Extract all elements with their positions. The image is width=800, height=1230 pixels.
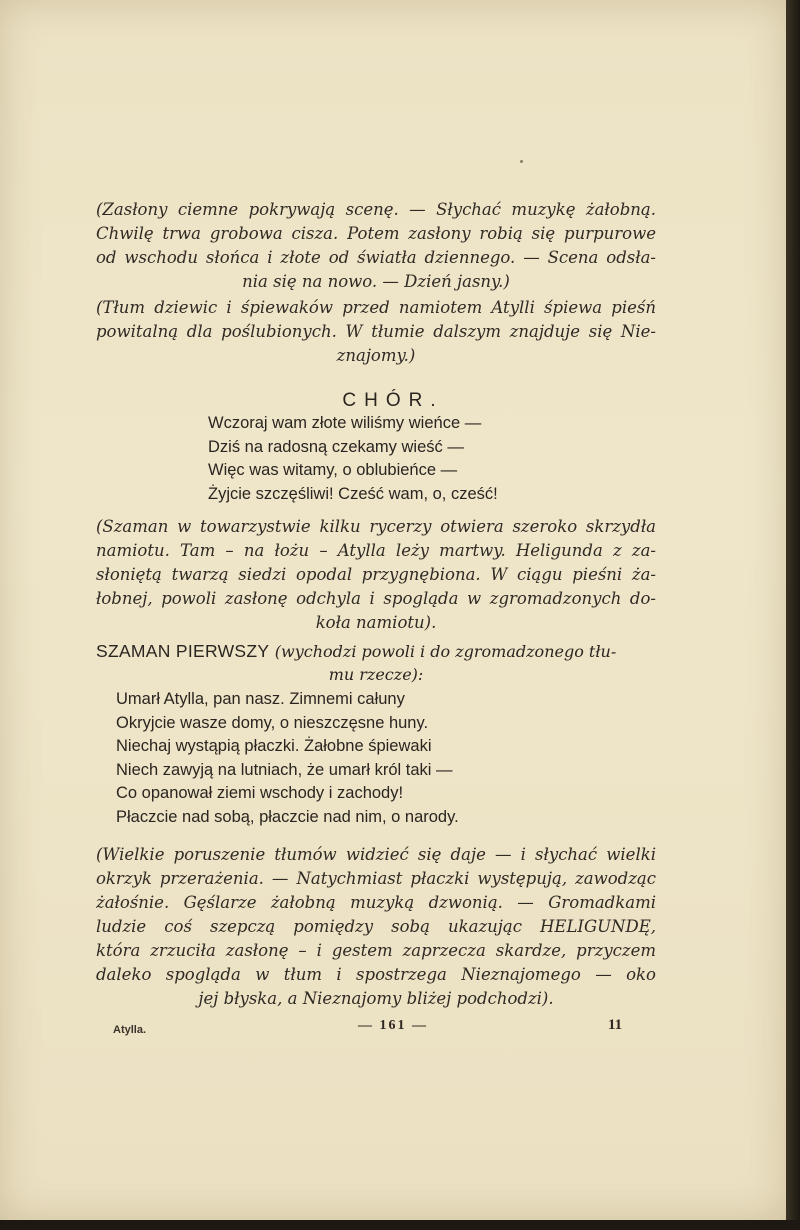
chorus-heading: CHÓR. — [342, 390, 444, 411]
stage-line: koła namiotu). — [315, 613, 437, 632]
page-edge-shadow — [786, 0, 800, 1230]
stage-line: łobnej, powoli zasłonę odchyla i spogląda w zgromadzonych do- — [96, 589, 656, 608]
speaker-line — [96, 639, 656, 664]
chorus-verse — [208, 412, 498, 506]
stage-line: powitalną dla poślubionych. W tłumie dalszym znajduje się Nie- — [96, 322, 656, 341]
stage-line: (Szaman w towarzystwie kilku rycerzy otwiera szeroko skrzydła — [96, 517, 656, 536]
speech-line: Niechaj wystąpią płaczki. Żałobne śpiewaki — [116, 737, 432, 755]
speech-line: Umarł Atylla, pan nasz. Zimnemi całuny — [116, 690, 405, 708]
speech-line: Niech zawyją na lutniach, że umarł król taki — — [116, 760, 453, 779]
stage-direction-opening — [96, 198, 656, 294]
stage-direction-mourning — [96, 843, 656, 1011]
stage-line: (Wielkie poruszenie tłumów widzieć się daje — i słychać wielki — [96, 845, 656, 864]
speaker-name: SZAMAN PIERWSZY — [96, 641, 270, 661]
speech-line: Płaczcie nad sobą, płaczcie nad nim, o narody. — [116, 807, 459, 826]
verse-line: Więc was witamy, o oblubieńce — — [208, 461, 458, 479]
verse-line: Wczoraj wam złote wiliśmy wieńce — — [208, 414, 482, 432]
speech-line: Co opanował ziemi wschody i zachody! — [116, 784, 404, 802]
speaker-direction: (wychodzi powoli i do zgromadzonego tłu- — [274, 642, 617, 661]
stage-line: (Zasłony ciemne pokrywają scenę. — Słychać muzykę żałobną. — [96, 200, 656, 219]
stage-line: namiotu. Tam – na łożu – Atylla leży martwy. Heligunda z za- — [96, 541, 656, 560]
signature-mark: 11 — [608, 1017, 623, 1033]
page-edge-bottom — [0, 1220, 800, 1230]
speaker-direction-continued: mu rzecze): — [328, 665, 424, 684]
stage-line: ludzie coś szepczą pomiędzy sobą ukazując HELIGUNDĘ, — [96, 917, 656, 936]
stage-line: Chwilę trwa grobowa cisza. Potem zasłony robią się purpurowe — [96, 224, 656, 243]
stage-line: od wschodu słońca i złote od światła dziennego. — Scena odsła- — [96, 248, 656, 267]
page-number: — 161 — — [358, 1018, 428, 1033]
running-title: Atylla. — [113, 1024, 147, 1036]
stage-line: (Tłum dziewic i śpiewaków przed namiotem Atylli śpiewa pieśń — [96, 298, 656, 317]
stage-line: która zrzuciła zasłonę – i gestem zaprzecza skardze, przyczem — [96, 941, 656, 960]
stage-direction-crowd — [96, 296, 656, 368]
speech-line: Okryjcie wasze domy, o nieszczęsne huny. — [116, 713, 429, 732]
shaman-speech — [116, 688, 459, 829]
stage-line: jej błyska, a Nieznajomy bliżej podchodzi). — [198, 989, 554, 1008]
stage-line: okrzyk przerażenia. — Natychmiast płaczki występują, zawodząc — [96, 869, 656, 888]
verse-line: Dziś na radosną czekamy wieść — — [208, 437, 464, 456]
stage-direction-tent — [96, 515, 656, 635]
stage-line: słoniętą twarzą siedzi opodal przygnębiona. W ciągu pieśni ża- — [96, 565, 656, 584]
stage-line: znajomy.) — [336, 346, 416, 365]
paper-speck — [520, 160, 523, 163]
stage-line: nia się na nowo. — Dzień jasny.) — [242, 272, 510, 291]
verse-line: Żyjcie szczęśliwi! Cześć wam, o, cześć! — [208, 484, 498, 503]
stage-line: daleko spogląda w tłum i spostrzega Nieznajomego — oko — [96, 965, 656, 984]
stage-line: żałośnie. Gęślarze żałobną muzyką dzwonią. — Gromadkami — [96, 893, 656, 912]
